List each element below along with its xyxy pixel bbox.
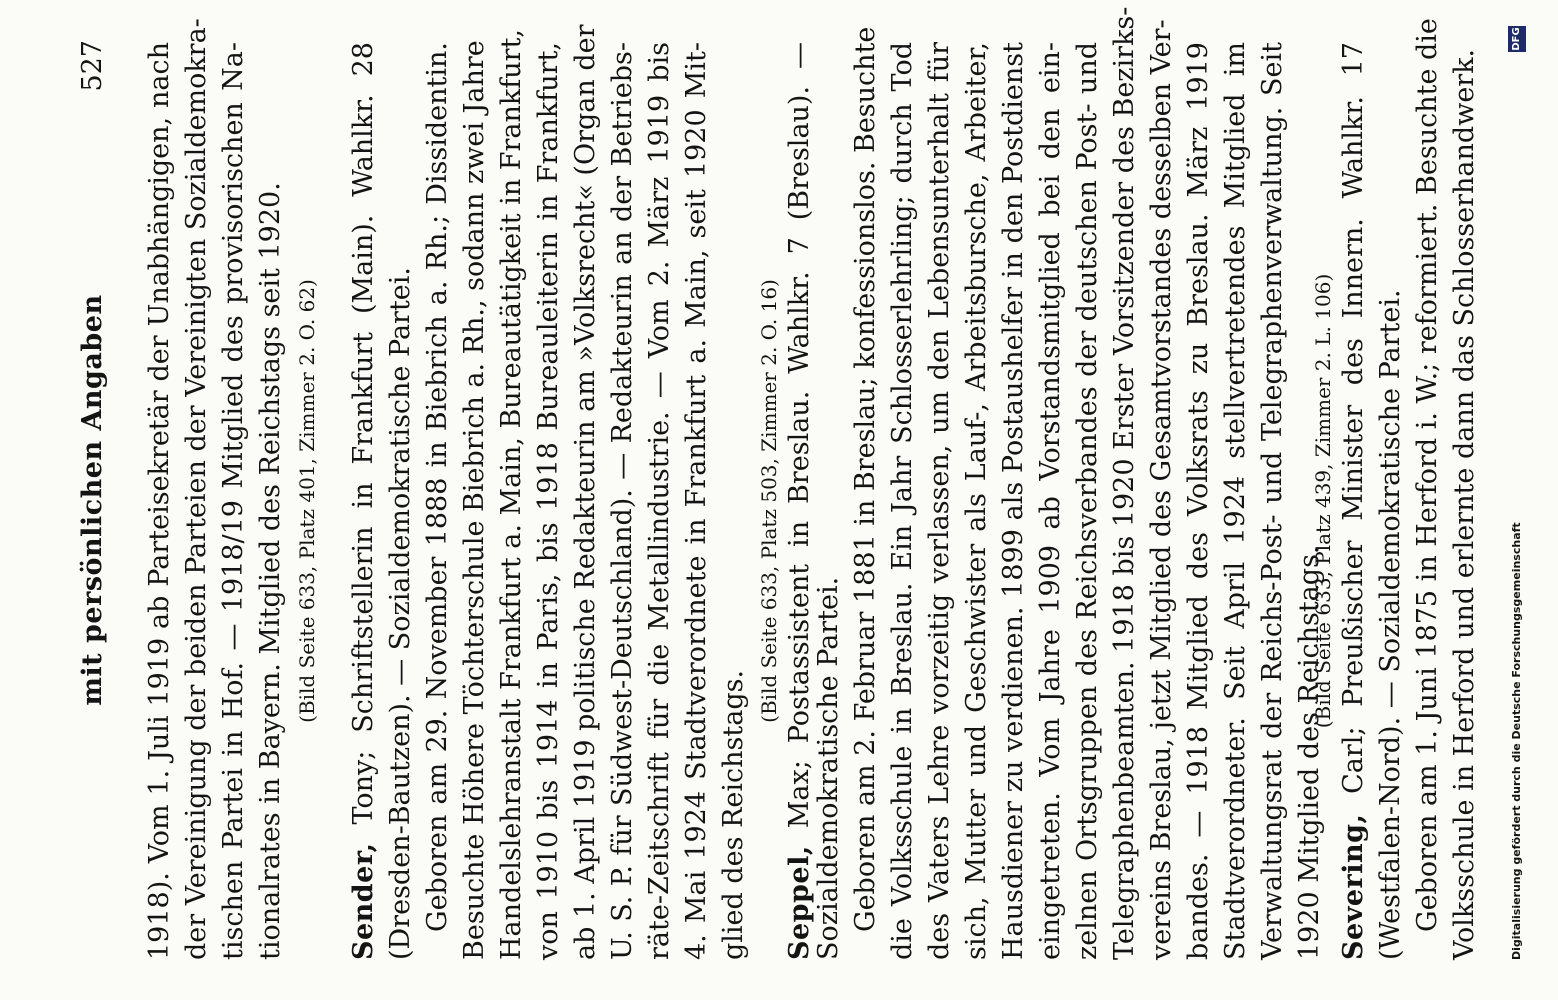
body-line: Handelslehranstalt Frankfurt a. Main, Bureautätigkeit in Frankfurt,	[496, 29, 527, 960]
body-line: Verwaltungsrat der Reichs-Post- und Telegraphenverwaltung. Seit	[1257, 42, 1288, 960]
body-line: Besuchte Höhere Töchterschule Biebrich a. Rh., sodann zwei Jahre	[459, 40, 490, 960]
body-line: Carl; Preußischer Minister des Innern. Wahlkr. 17	[1338, 42, 1369, 794]
body-line: Volksschule in Herford und erlernte dann das Schlosserhandwerk.	[1449, 48, 1480, 960]
entry-heading-line	[786, 42, 813, 960]
body-line: von 1910 bis 1914 in Paris, bis 1918 Bureauleiterin in Frankfurt,	[533, 42, 564, 960]
image-reference-caption: (Bild Seite 633, Platz 503, Zimmer 2. O. 16)	[757, 279, 781, 723]
entry-heading-line	[350, 42, 377, 960]
body-line: U. S. P. für Südwest-Deutschland). — Redakteurin an der Betriebs-	[607, 42, 638, 960]
entry-heading-line	[1340, 42, 1367, 960]
body-line: Max; Postassistent in Breslau. Wahlkr. 7 (Breslau). —	[784, 42, 815, 829]
body-line: zelnen Ortsgruppen des Reichsverbandes der deutschen Post- und	[1072, 42, 1103, 960]
body-line: Hausdiener zu verdienen. 1899 als Postaushelfer in den Postdienst	[998, 42, 1029, 960]
body-line: Geboren am 1. Juni 1875 in Herford i. W.; reformiert. Besuchte die	[1412, 18, 1443, 932]
body-line: 4. Mai 1924 Stadtverordnete in Frankfurt a. Main, seit 1920 Mit-	[681, 42, 712, 960]
body-line: eingetreten. Vom Jahre 1909 ab Vorstandsmitglied bei den ein-	[1035, 42, 1066, 960]
digitization-credit: Digitalisierung gefördert durch die Deutsche Forschungsgemeinschaft	[1510, 522, 1523, 960]
body-line: des Vaters Lehre vorzeitig verlassen, um den Lebensunterhalt für	[924, 42, 955, 960]
body-line: (Westfalen-Nord). — Sozialdemokratische Partei.	[1375, 289, 1406, 960]
body-line: tischen Partei in Hof. — 1918/19 Mitglied des provisorischen Na-	[218, 42, 249, 960]
body-line: vereins Breslau, jetzt Mitglied des Gesamtvorstandes desselben Ver-	[1146, 19, 1177, 960]
body-line: 1918). Vom 1. Juli 1919 ab Parteisekretär der Unabhängigen, nach	[144, 42, 175, 960]
page-header	[77, 40, 117, 960]
dfg-logo: DFG	[1508, 26, 1526, 52]
page-title: mit persönlichen Angaben	[77, 294, 108, 706]
body-line: tionalrates in Bayern. Mitglied des Reichstags seit 1920.	[255, 182, 286, 960]
image-reference-caption: (Bild Seite 633, Platz 439, Zimmer 2. L. 106)	[1311, 273, 1335, 729]
body-line: glied des Reichstags.	[718, 669, 749, 960]
member-name: Sender,	[348, 842, 379, 960]
body-line: Sozialdemokratische Partei.	[813, 576, 844, 960]
body-line: räte-Zeitschrift für die Metallindustrie. — Vom 2. März 1919 bis	[644, 42, 675, 960]
body-line: Geboren am 29. November 1888 in Biebrich a. Rh.; Dissidentin.	[422, 42, 453, 932]
body-line: die Volksschule in Breslau. Ein Jahr Schlosserlehrling; durch Tod	[887, 42, 918, 960]
body-line: Tony; Schriftstellerin in Frankfurt (Main). Wahlkr. 28	[348, 42, 379, 825]
member-name: Severing,	[1338, 813, 1369, 960]
page-number: 527	[77, 40, 108, 92]
body-line: (Dresden-Bautzen). — Sozialdemokratische Partei.	[385, 267, 416, 960]
member-name: Seppel,	[784, 845, 815, 960]
body-line: der Vereinigung der beiden Parteien der Vereinigten Sozialdemokra-	[181, 18, 212, 960]
body-line: Telegraphenbeamten. 1918 bis 1920 Erster Vorsitzender des Bezirks-	[1109, 6, 1140, 960]
body-line: ab 1. April 1919 politische Redakteurin am »Volksrecht« (Organ der	[570, 24, 601, 960]
body-line: Stadtverordneter. Seit April 1924 stellvertretendes Mitglied im	[1220, 42, 1251, 960]
body-line: Geboren am 2. Februar 1881 in Breslau; konfessionslos. Besuchte	[850, 26, 881, 932]
image-reference-caption: (Bild Seite 633, Platz 401, Zimmer 2. O. 62)	[295, 279, 319, 723]
body-line: sich, Mutter und Geschwister als Lauf-, Arbeitsbursche, Arbeiter,	[961, 42, 992, 960]
body-line: bandes. — 1918 Mitglied des Volksrats zu Breslau. März 1919	[1183, 42, 1214, 960]
body-line: 1920 Mitglied des Reichstags.	[1294, 545, 1325, 960]
